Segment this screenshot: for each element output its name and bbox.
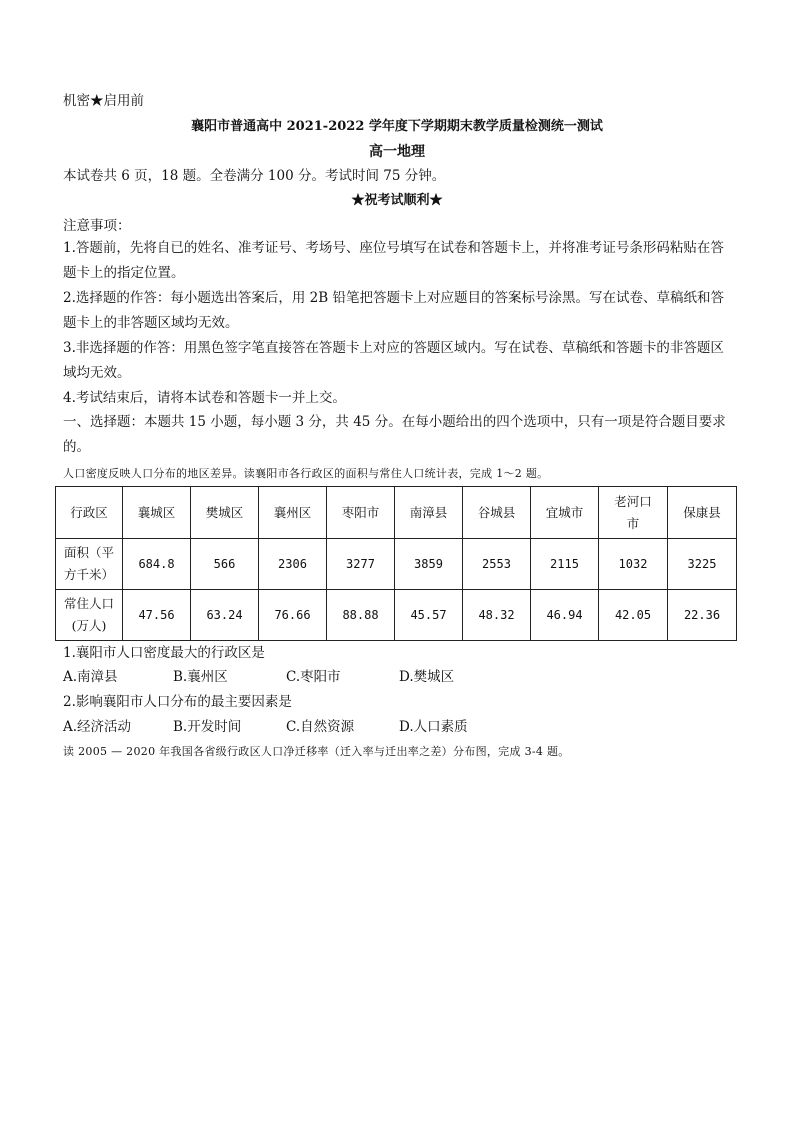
question-stem: 1.襄阳市人口密度最大的行政区是 [63, 645, 265, 661]
table-header-cell: 襄州区 [259, 487, 327, 539]
table-cell: 3859 [395, 539, 463, 590]
table-cell: 88.88 [327, 590, 395, 641]
table-cell: 46.94 [531, 590, 599, 641]
table-cell: 3277 [327, 539, 395, 590]
note-item: 2.选择题的作答：每小题选出答案后，用 2B 铅笔把答题卡上对应题目的答案标号涂黑。写在试卷、草稿纸和答题卡上的非答题区域均无效。 [63, 290, 724, 331]
notes-title: 注意事项： [63, 218, 131, 234]
subject-title: 高一地理 [369, 144, 425, 160]
table-cell: 45.57 [395, 590, 463, 641]
option-c: C.枣阳市 [286, 669, 341, 685]
exam-info: 本试卷共 6 页，18 题。全卷满分 100 分。考试时间 75 分钟。 [63, 168, 446, 184]
table-header-cell: 保康县 [668, 487, 737, 539]
good-luck-line: ★祝考试顺利★ [351, 193, 443, 208]
note-item: 1.答题前，先将自已的姓名、准考证号、考场号、座位号填写在试卷和答题卡上，并将准考证号条形码粘贴在答题卡上的指定位置。 [63, 240, 724, 281]
note-item: 3.非选择题的作答：用黑色签字笔直接答在答题卡上对应的答题区域内。写在试卷、草稿纸和答题卡的非答题区域均无效。 [63, 340, 724, 381]
table-header-cell: 谷城县 [463, 487, 531, 539]
table-header-cell: 枣阳市 [327, 487, 395, 539]
table-cell: 47.56 [123, 590, 191, 641]
table-cell: 42.05 [599, 590, 668, 641]
table-row [56, 539, 737, 590]
option-d: D.人口素质 [399, 719, 468, 735]
table-row-label: 面积（平方千米） [56, 539, 123, 590]
option-b: B.开发时间 [173, 719, 242, 735]
table-header-cell: 樊城区 [191, 487, 259, 539]
next-question-intro: 读 2005 — 2020 年我国各省级行政区人口净迁移率（迁入率与迁出率之差）分布图，完成 3-4 题。 [63, 745, 570, 758]
population-table [55, 486, 737, 641]
option-a: A.南漳县 [63, 669, 118, 685]
option-a: A.经济活动 [63, 719, 132, 735]
table-cell: 3225 [668, 539, 737, 590]
option-b: B.襄州区 [173, 669, 228, 685]
table-cell: 2306 [259, 539, 327, 590]
option-c: C.自然资源 [286, 719, 355, 735]
table-cell: 63.24 [191, 590, 259, 641]
table-row-label: 常住人口(万人) [56, 590, 123, 641]
table-cell: 1032 [599, 539, 668, 590]
table-cell: 22.36 [668, 590, 737, 641]
note-item: 4.考试结束后，请将本试卷和答题卡一并上交。 [63, 390, 346, 406]
table-header-cell: 行政区 [56, 487, 123, 539]
table-cell: 76.66 [259, 590, 327, 641]
table-cell: 684.8 [123, 539, 191, 590]
table-cell: 2115 [531, 539, 599, 590]
question-stem: 2.影响襄阳市人口分布的最主要因素是 [63, 694, 292, 710]
option-d: D.樊城区 [399, 669, 455, 685]
table-row [56, 487, 737, 539]
table-row [56, 590, 737, 641]
confidential-mark: 机密★启用前 [63, 93, 144, 109]
table-header-cell: 宜城市 [531, 487, 599, 539]
table-cell: 566 [191, 539, 259, 590]
table-header-cell: 老河口市 [599, 487, 668, 539]
table-header-cell: 南漳县 [395, 487, 463, 539]
table-intro: 人口密度反映人口分布的地区差异。读襄阳市各行政区的面积与常住人口统计表，完成 1～2 题。 [63, 467, 549, 480]
exam-title: 襄阳市普通高中 2021-2022 学年度下学期期末教学质量检测统一测试 [191, 119, 603, 134]
table-cell: 2553 [463, 539, 531, 590]
table-cell: 48.32 [463, 590, 531, 641]
table-header-cell: 襄城区 [123, 487, 191, 539]
section-intro: 一、选择题：本题共 15 小题，每小题 3 分，共 45 分。在每小题给出的四个选项中，只有一项是符合题目要求的。 [63, 414, 726, 455]
